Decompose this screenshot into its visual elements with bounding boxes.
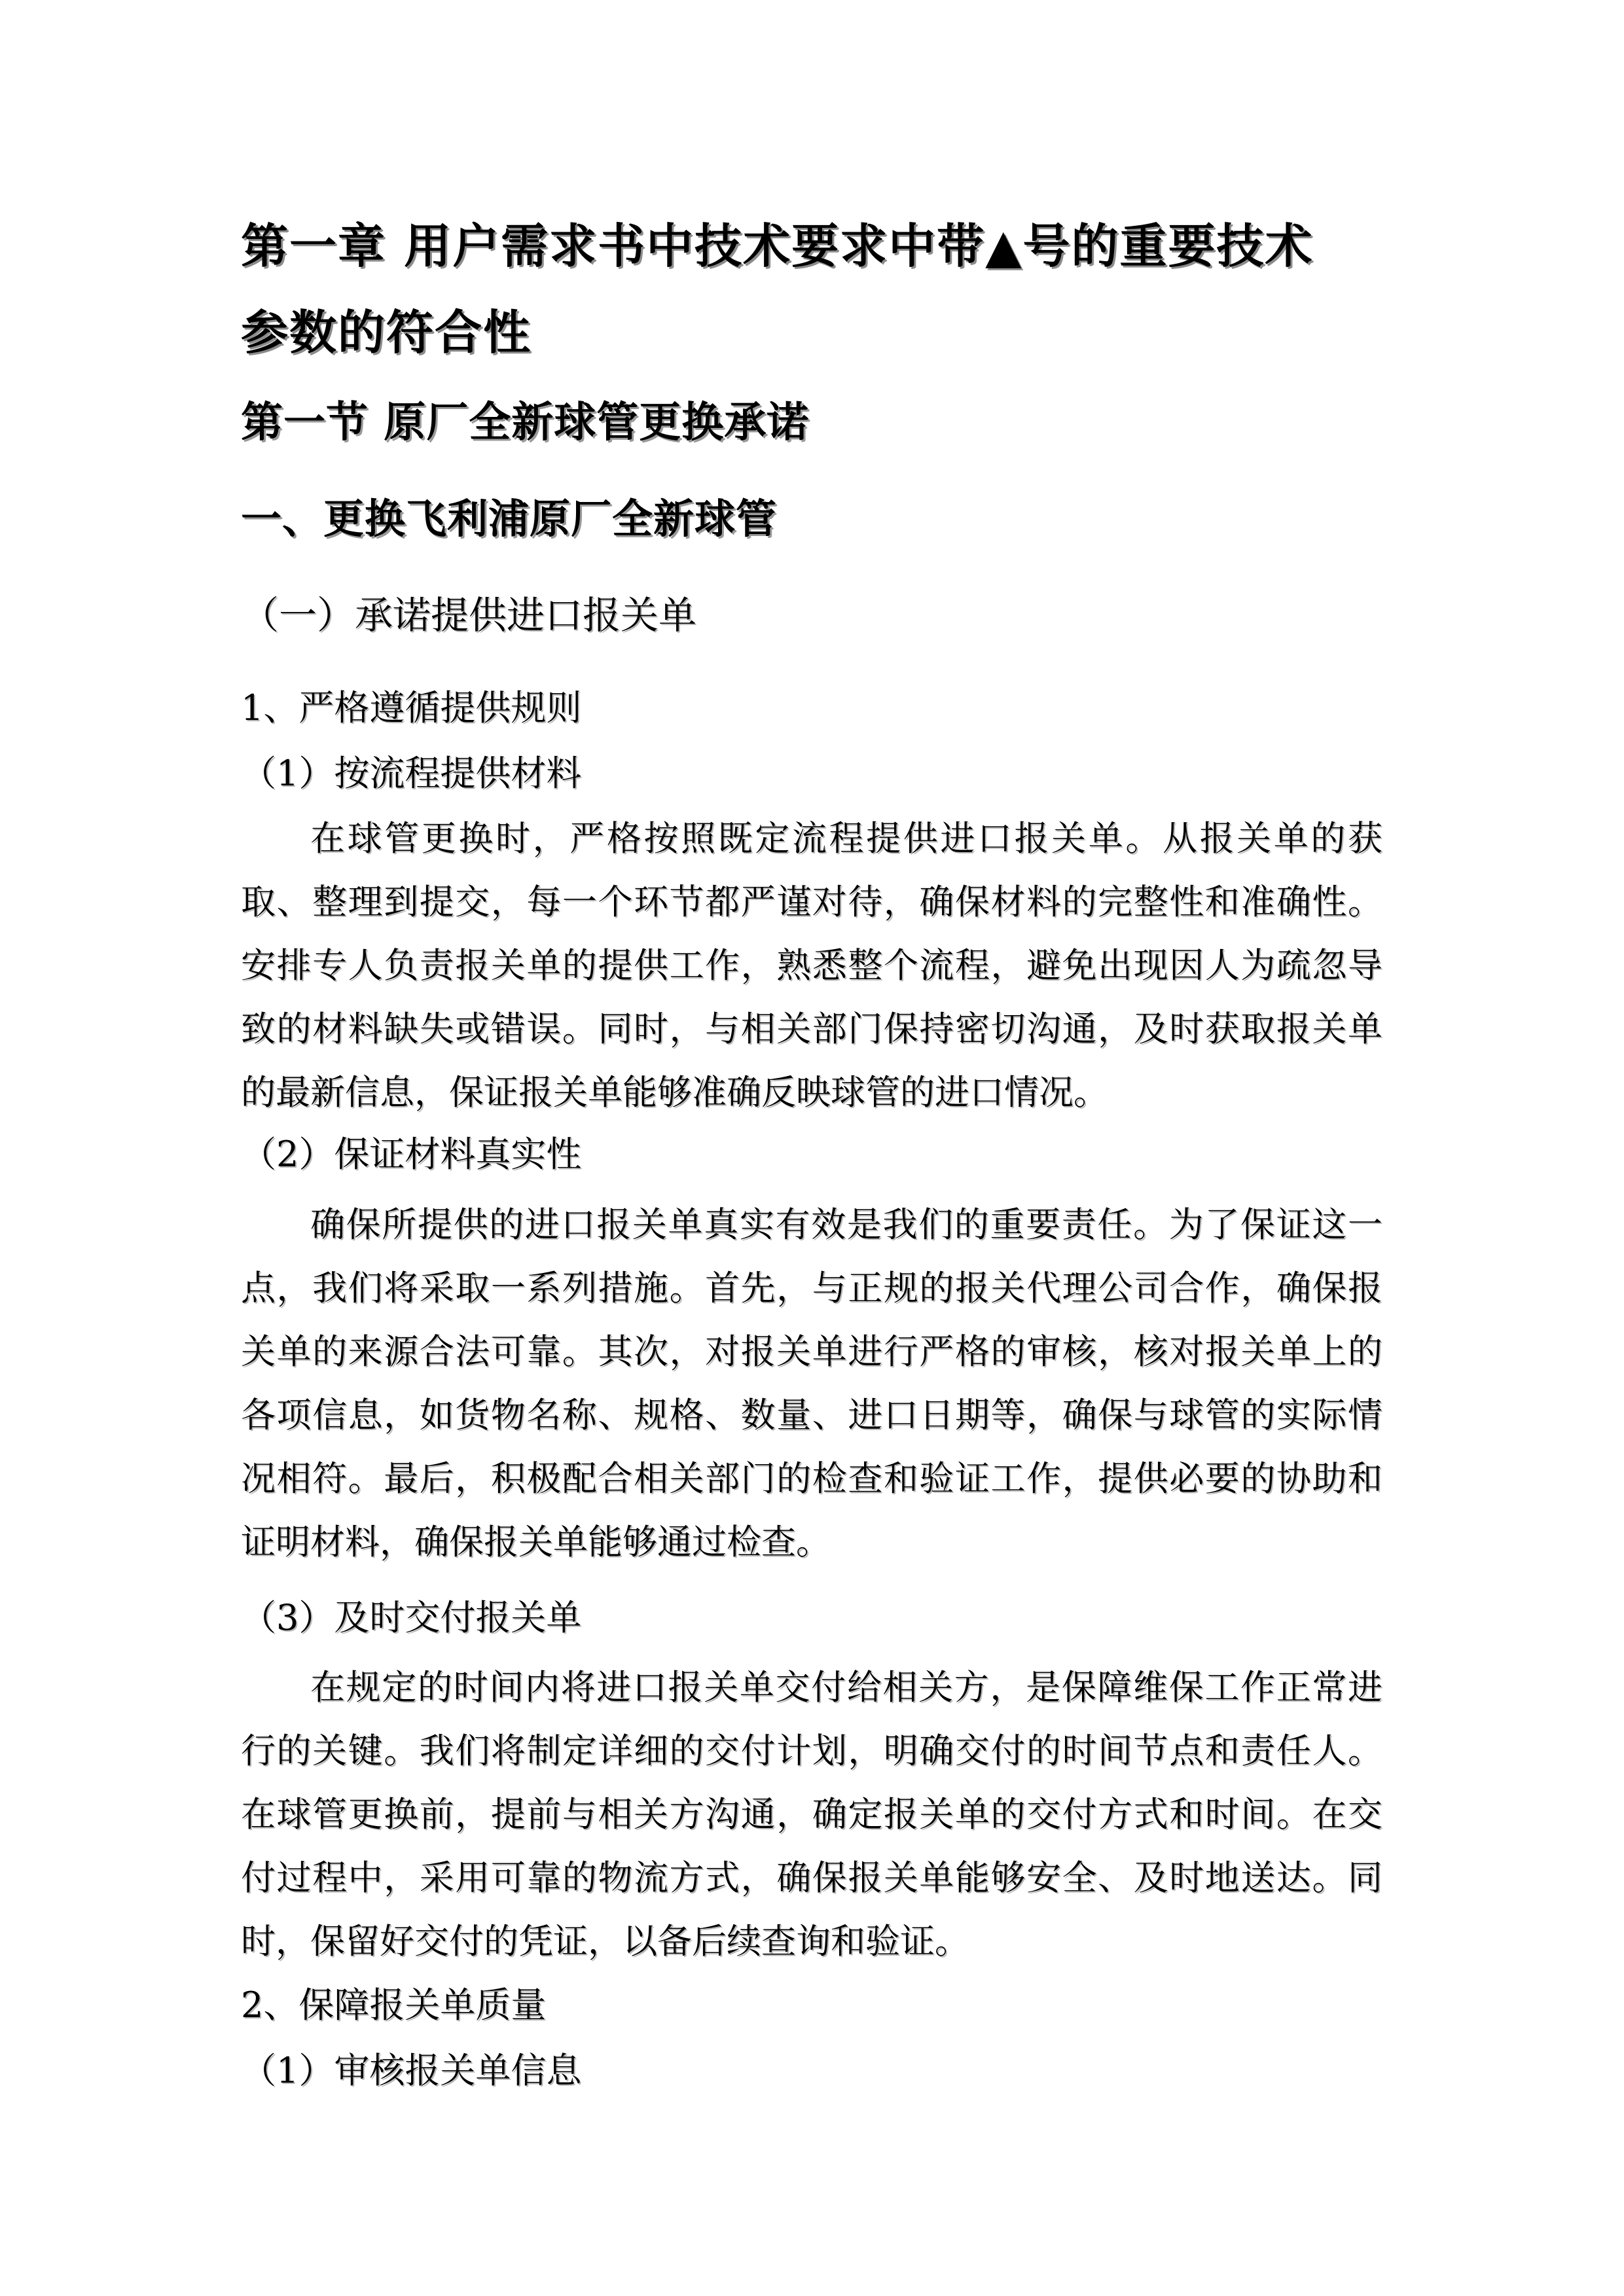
item1-heading: 1、严格遵循提供规则 xyxy=(241,687,582,728)
subsection-title: 一、更换飞利浦原厂全新球管 xyxy=(241,495,778,543)
point3-paragraph: 在规定的时间内将进口报关单交付给相关方，是保障维保工作正常进行的关键。我们将制定详细的交付计划，明确交付的时间节点和责任人。在球管更换前，提前与相关方沟通，确定报关单的交付方式和时间。在交付过程中，采用可靠的物流方式，确保报关单能够安全、及时地送达。同时，保留好交付的凭证，以备后续查询和验证。 xyxy=(241,1668,1382,1962)
point3-heading: （3）及时交付报关单 xyxy=(241,1597,582,1638)
section-title: 第一节 原厂全新球管更换承诺 xyxy=(241,398,810,447)
point2-heading: （2）保证材料真实性 xyxy=(241,1134,582,1175)
chapter-title: 第一章 用户需求书中技术要求中带▲号的重要技术 参数的符合性 xyxy=(241,218,1314,360)
item2-point1-heading: （1）审核报关单信息 xyxy=(241,2050,582,2091)
part1-heading: （一）承诺提供进口报关单 xyxy=(241,593,697,637)
point1-heading: （1）按流程提供材料 xyxy=(241,753,582,794)
item2-heading: 2、保障报关单质量 xyxy=(241,1984,547,2026)
point1-paragraph: 在球管更换时，严格按照既定流程提供进口报关单。从报关单的获取、整理到提交，每一个环节都严谨对待，确保材料的完整性和准确性。安排专人负责报关单的提供工作，熟悉整个流程，避免出现因人为疏忽导致的材料缺失或错误。同时，与相关部门保持密切沟通，及时获取报关单的最新信息，保证报关单能够准确反映球管的进口情况。 xyxy=(241,819,1382,1113)
point2-paragraph: 确保所提供的进口报关单真实有效是我们的重要责任。为了保证这一点，我们将采取一系列措施。首先，与正规的报关代理公司合作，确保报关单的来源合法可靠。其次，对报关单进行严格的审核，核对报关单上的各项信息，如货物名称、规格、数量、进口日期等，确保与球管的实际情况相符。最后，积极配合相关部门的检查和验证工作，提供必要的协助和证明材料，确保报关单能够通过检查。 xyxy=(241,1205,1382,1562)
